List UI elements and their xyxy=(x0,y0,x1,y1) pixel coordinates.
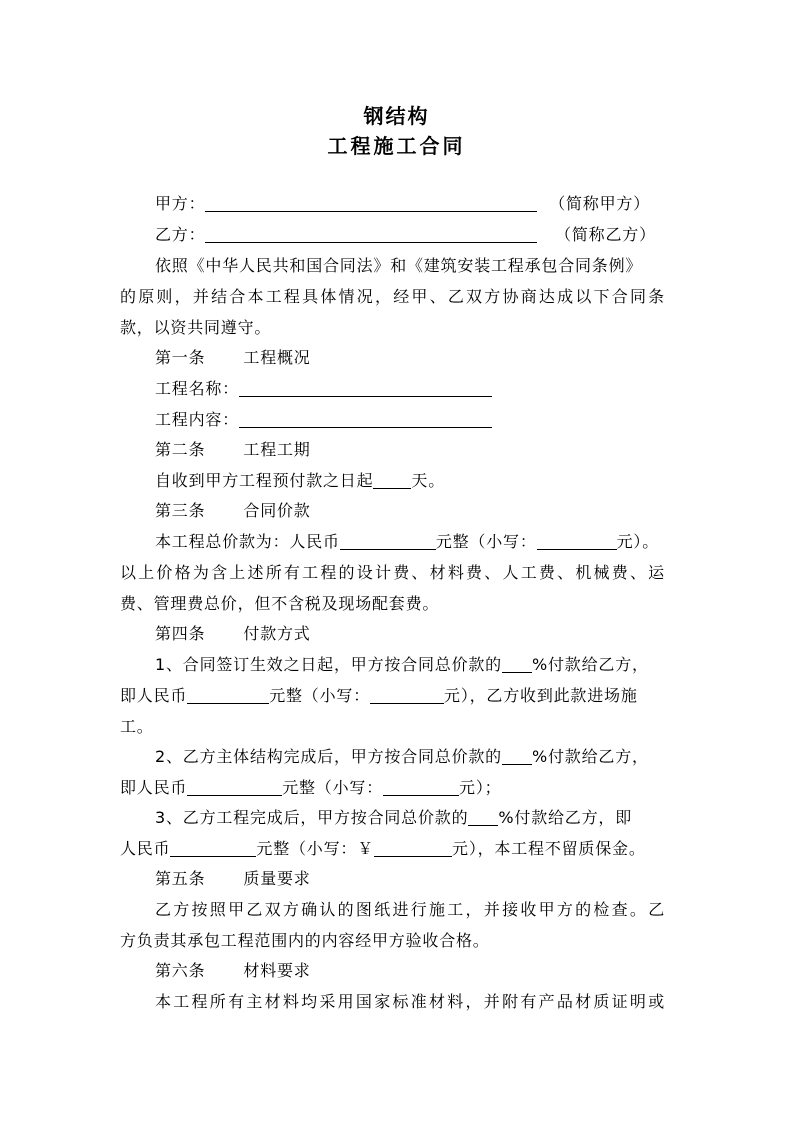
payment2-percent-text: %付款给乙方， xyxy=(531,747,649,766)
article4-number: 第四条 xyxy=(155,624,206,643)
intro-line3: 款，以资共同遵守。 xyxy=(120,318,272,337)
party-a-line xyxy=(155,193,700,215)
payment1-words-blank[interactable] xyxy=(187,686,269,704)
payment1-percent-blank[interactable] xyxy=(502,655,532,673)
payment1-line2 xyxy=(120,685,665,707)
party-b-suffix: （简称乙方） xyxy=(555,225,656,244)
article3-heading xyxy=(155,500,700,522)
payment3-rmb-label: 人民币 xyxy=(120,839,171,858)
article2-number: 第二条 xyxy=(155,440,206,459)
payment2-line1 xyxy=(155,746,665,768)
payment2-line2 xyxy=(120,777,665,799)
article4-heading xyxy=(155,623,700,645)
article6-heading xyxy=(155,960,700,982)
party-b-label: 乙方： xyxy=(155,225,206,244)
payment3-percent-blank[interactable] xyxy=(468,808,498,826)
party-a-label: 甲方： xyxy=(155,194,206,213)
payment3-words-blank[interactable] xyxy=(170,839,256,857)
payment1-percent-text: %付款给乙方， xyxy=(531,655,649,674)
party-a-suffix: （简称甲方） xyxy=(549,194,650,213)
payment3-end: 元），本工程不留质保金。 xyxy=(452,839,646,858)
project-content-line xyxy=(155,409,700,431)
material-line1: 本工程所有主材料均采用国家标准材料，并附有产品材质证明或 xyxy=(155,992,665,1011)
payment2-end: 元）； xyxy=(459,778,502,797)
payment2-text: 2、乙方主体结构完成后，甲方按合同总价款的 xyxy=(155,747,502,766)
party-b-blank[interactable] xyxy=(205,225,537,243)
duration-line xyxy=(155,470,700,492)
duration-text: 自收到甲方工程预付款之日起 xyxy=(155,471,374,490)
payment1-end: 元），乙方收到此款进场施 xyxy=(444,686,638,705)
intro-line1: 依照《中华人民共和国合同法》和《建筑安装工程承包合同条例》 xyxy=(155,256,643,275)
price-small-label: 元整（小写： xyxy=(435,532,537,551)
price-figure-blank[interactable] xyxy=(537,532,617,550)
payment1-rmb-label: 即人民币 xyxy=(120,686,188,705)
article1-heading xyxy=(155,347,700,369)
party-b-line xyxy=(155,224,700,246)
payment2-words-blank[interactable] xyxy=(187,778,282,796)
article3-number: 第三条 xyxy=(155,501,206,520)
price-text: 本工程总价款为：人民币 xyxy=(155,532,340,551)
article5-number: 第五条 xyxy=(155,869,206,888)
article6-number: 第六条 xyxy=(155,961,206,980)
article1-title: 工程概况 xyxy=(243,348,311,367)
project-content-blank[interactable] xyxy=(239,410,492,428)
document-title-line2: 工程施工合同 xyxy=(327,134,466,158)
payment1-line1 xyxy=(155,654,665,676)
payment1-small-label: 元整（小写： xyxy=(269,686,371,705)
project-name-label: 工程名称： xyxy=(155,379,240,398)
payment1-line3: 工。 xyxy=(120,717,154,736)
party-a-blank[interactable] xyxy=(205,194,537,212)
intro-line2: 的原则，并结合本工程具体情况，经甲、乙双方协商达成以下合同条 xyxy=(120,287,665,306)
payment3-text: 3、乙方工程完成后，甲方按合同总价款的 xyxy=(155,808,469,827)
payment2-small-label: 元整（小写： xyxy=(282,778,384,797)
article4-title: 付款方式 xyxy=(243,624,311,643)
payment3-line1 xyxy=(155,807,665,829)
quality-line1: 乙方按照甲乙双方确认的图纸进行施工，并接收甲方的检查。乙 xyxy=(155,900,665,919)
article1-number: 第一条 xyxy=(155,348,206,367)
document-title-line1: 钢结构 xyxy=(363,104,430,128)
article5-heading xyxy=(155,868,700,890)
project-name-blank[interactable] xyxy=(239,379,492,397)
article6-title: 材料要求 xyxy=(243,961,311,980)
project-name-line xyxy=(155,378,700,400)
article2-heading xyxy=(155,439,700,461)
price-scope-line2: 费、管理费总价，但不含税及现场配套费。 xyxy=(120,594,440,613)
payment3-small-label: 元整（小写：￥ xyxy=(256,839,375,858)
article5-title: 质量要求 xyxy=(243,869,311,888)
payment2-figure-blank[interactable] xyxy=(383,778,459,796)
payment3-line2 xyxy=(120,838,665,860)
price-words-blank[interactable] xyxy=(340,532,436,550)
quality-line2: 方负责其承包工程范围内的内容经甲方验收合格。 xyxy=(120,931,490,950)
duration-days-blank[interactable] xyxy=(373,471,411,489)
payment2-percent-blank[interactable] xyxy=(502,747,532,765)
article2-title: 工程工期 xyxy=(243,440,311,459)
price-end: 元）。 xyxy=(616,532,660,551)
payment1-text: 1、合同签订生效之日起，甲方按合同总价款的 xyxy=(155,655,502,674)
price-scope-line1: 以上价格为含上述所有工程的设计费、材料费、人工费、机械费、运 xyxy=(120,563,665,582)
duration-unit: 天。 xyxy=(411,471,446,490)
article3-title: 合同价款 xyxy=(243,501,311,520)
payment1-figure-blank[interactable] xyxy=(370,686,444,704)
project-content-label: 工程内容： xyxy=(155,410,240,429)
payment2-rmb-label: 即人民币 xyxy=(120,778,188,797)
price-line xyxy=(155,531,665,553)
payment3-percent-text: %付款给乙方，即 xyxy=(498,808,632,827)
payment3-figure-blank[interactable] xyxy=(374,839,452,857)
